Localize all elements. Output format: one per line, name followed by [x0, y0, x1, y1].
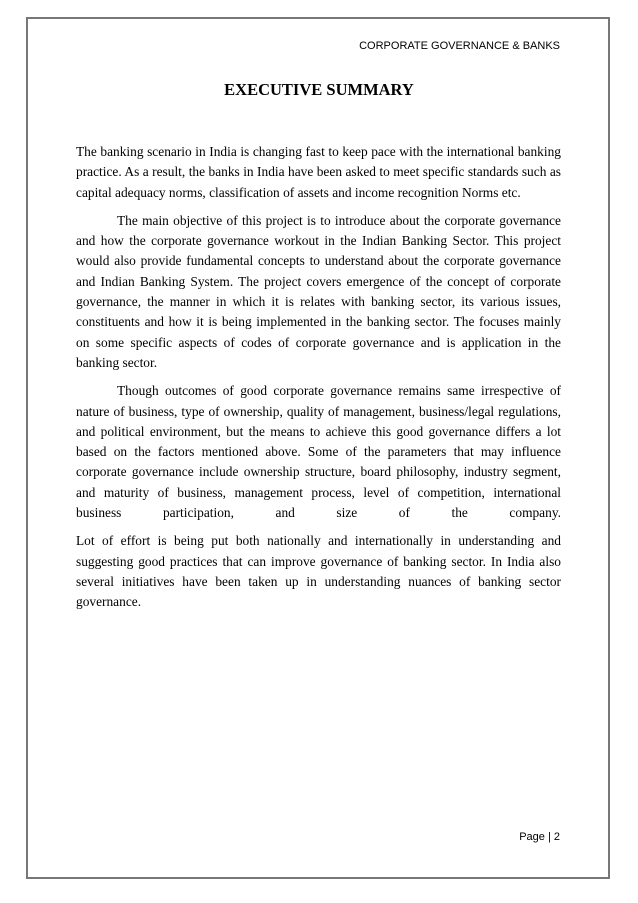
- running-header: CORPORATE GOVERNANCE & BANKS: [359, 40, 560, 52]
- paragraph-intro: The banking scenario in India is changing fast to keep pace with the international banking practice. As a result, the banks in India have been asked to meet specific standards such as capital adequacy norms, classification of assets and income recognition Norms etc.: [76, 144, 561, 200]
- paragraph-outcomes: Though outcomes of good corporate governance remains same irrespective of nature of business, type of ownership, quality of management, business/legal regulations, and political environment, but the means to achieve this good governance differs a lot based on the factors mentioned above. Some of the parameters that may influence corporate governance include ownership structure, board philosophy, industry segment, and maturity of business, management process, level of competition, international business participation, and size of the company.: [76, 383, 561, 521]
- page-title: EXECUTIVE SUMMARY: [224, 80, 414, 99]
- document-body: [76, 142, 561, 621]
- paragraph-efforts: Lot of effort is being put both nationally and internationally in understanding and suggesting good practices that can improve governance of banking sector. In India also several initiatives have been taken up in understanding nuances of banking sector governance.: [76, 533, 561, 610]
- paragraph-objective: The main objective of this project is to introduce about the corporate governance and how the corporate governance workout in the Indian Banking Sector. This project would also provide fundamental concepts to understand about the corporate governance and Indian Banking System. The project covers emergence of the concept of corporate governance, the manner in which it is relates with banking sector, its various issues, constituents and how it is being implemented in the banking sector. The focuses mainly on some specific aspects of codes of corporate governance and is application in the banking sector.: [76, 212, 561, 370]
- page-number: Page | 2: [519, 831, 560, 843]
